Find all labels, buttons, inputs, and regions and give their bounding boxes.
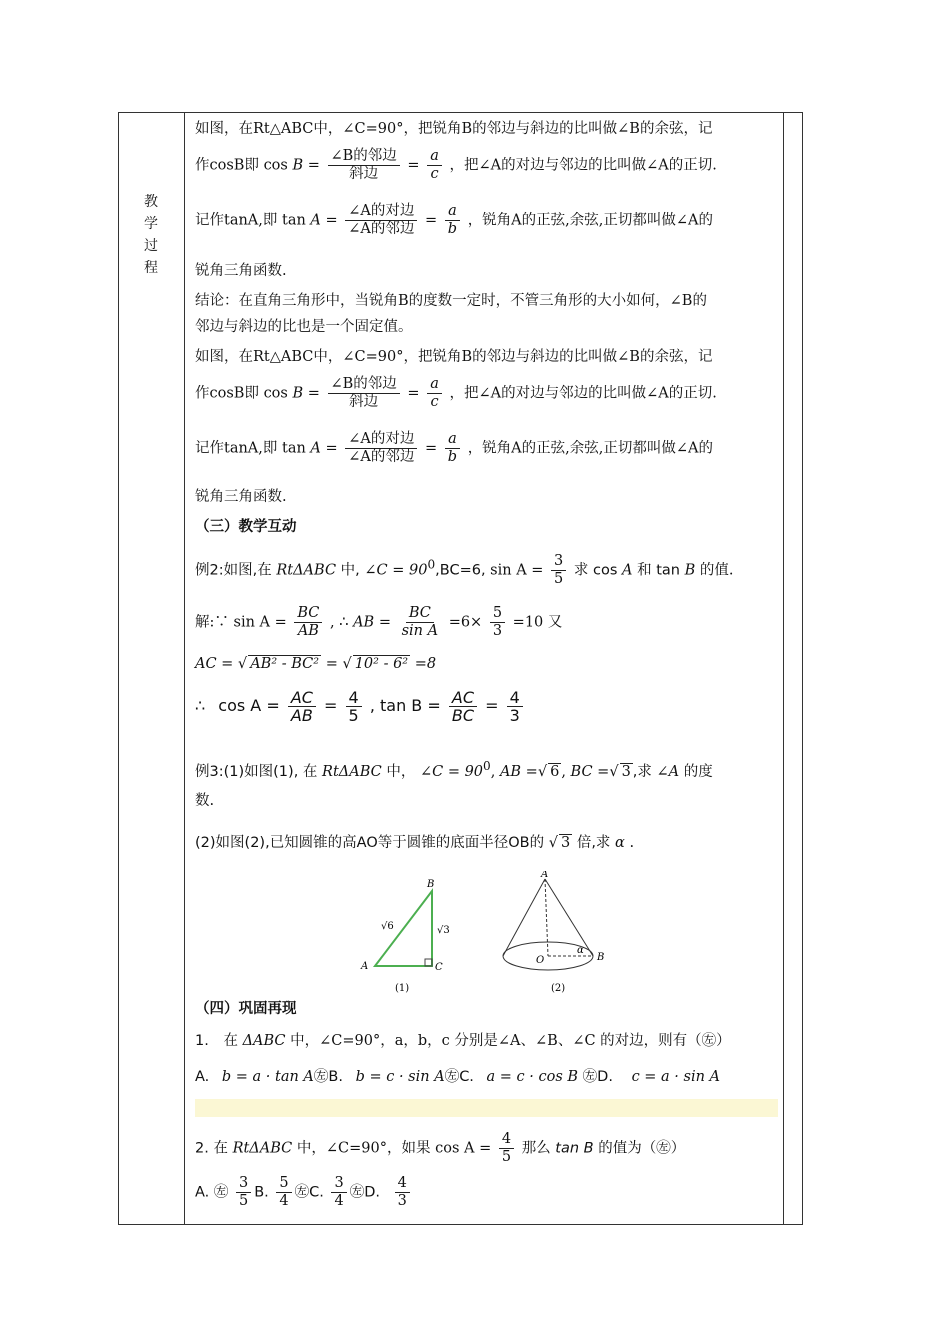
fraction-num: 5 [276,1175,291,1193]
conclusion-line-2: 邻边与斜边的比也是一个固定值。 [195,319,413,335]
definition-line-1: 如图，在Rt△ABC中，∠C=90°，把锐角B的邻边与斜边的比叫做∠B的余弦，记 [195,121,713,137]
math-tan: tan [282,212,306,229]
fraction [449,689,477,724]
math-var: B [292,385,304,402]
fraction [399,605,442,640]
option-b: b = c · sin A [355,1069,445,1085]
text: 例2:如图,在 [195,562,272,579]
fraction [445,431,460,466]
text: ，锐角A的正弦,余弦,正切都叫做∠A的 [467,212,713,229]
text: , ∴ [330,614,349,631]
math-alpha: α [615,835,625,851]
math-var: B [292,157,304,174]
cone-label-a: A [541,871,549,880]
fraction-num: 4 [395,1175,410,1193]
option-label: A. [195,1069,210,1085]
cone-right-edge [545,879,593,956]
fraction-den: 5 [348,706,359,725]
math-triangle: RtΔABC [322,763,382,780]
text: . [629,835,635,851]
math-sqrt: 3 [621,763,631,780]
fraction-num: a [445,203,460,221]
math-ac: AC = [195,656,234,672]
math-degree: 0 [483,759,491,773]
math-bc: BC = [570,763,610,780]
fraction-den: c [430,166,439,182]
right-angle-mark [425,959,432,966]
question-number: 1. [195,1033,209,1049]
vertex-label-c: C [435,962,443,973]
math-triangle: RtΔABC [276,562,337,579]
math-var: A [310,212,321,229]
figure-2-caption: (2) [551,983,566,994]
question-2 [195,1131,685,1166]
fraction [346,689,362,724]
math-result: =8 [414,656,437,672]
fraction [445,203,460,238]
text: 作cosB即 [195,385,259,402]
section-heading-3: （三）教学互动 [195,518,297,535]
fraction-den: 3 [492,623,503,639]
definition-line-4: 锐角三角函数. [195,263,287,279]
fraction-num: AC [288,689,316,707]
fraction-den: 5 [501,1149,512,1165]
therefore-symbol: ∴ [195,696,206,715]
math-angle: ∠A [656,763,680,780]
cone-label-alpha: α [577,945,584,956]
example-2-solution-line-1 [195,605,562,640]
fraction-num: 5 [490,605,505,623]
question-1-options [195,1065,720,1086]
text: 的度 [683,763,713,780]
math-eq: = [425,440,438,457]
figure-1-caption: (1) [395,983,410,994]
text: 解:∵ [195,614,229,631]
fraction-den: AB [297,623,319,639]
option-c-fraction [331,1175,346,1210]
fraction-num: 4 [499,1131,514,1149]
fraction [345,431,417,466]
math-sqrt: 6 [550,763,560,780]
fraction-den: b [447,221,458,237]
text: ，把∠A的对边与邻边的比叫做∠A的正切. [449,385,717,402]
fraction-den: 4 [279,1193,289,1209]
option-mark: ㊧ [444,1069,460,1085]
option-label: B. [254,1184,269,1201]
math-eq: = [324,696,338,715]
fraction-num: 3 [331,1175,346,1193]
math-degree: 0 [427,557,436,572]
vertex-label-b: B [427,879,435,890]
text: 记作tanA,即 [195,440,278,457]
math-eq: = [425,212,438,229]
fraction-num: 4 [507,689,523,707]
option-mark: ㊧ [213,1184,229,1201]
text: 那么 [521,1140,551,1157]
text: 在 [223,1033,238,1049]
fraction [507,689,523,724]
text: 例3:(1)如图(1), 在 [195,763,318,780]
math-tan: tan B [555,1140,594,1157]
text: ，锐角A的正弦,余弦,正切都叫做∠A的 [467,440,713,457]
text: =10 又 [512,614,563,631]
side-label-char: 教 [144,194,158,210]
math-cos: cos [263,157,288,174]
fraction-num: BC [294,605,322,623]
fraction-num: AC [449,689,477,707]
cone-label-o: O [536,955,545,966]
text: 的值为（㊧） [598,1140,686,1157]
fraction-num: ∠A的对边 [345,431,417,449]
question-1 [195,1029,731,1050]
option-a-fraction [236,1175,251,1210]
math-tan: , tan B = [369,696,441,715]
option-d: c = a · sin A [631,1069,721,1085]
fraction [499,1131,514,1166]
text: 中， [386,763,416,780]
math-eq: = [307,157,320,174]
example-2-question [195,553,733,588]
vertex-label-a: A [361,961,369,972]
fraction-den: 5 [554,571,564,587]
math-triangle: RtΔABC [232,1140,293,1157]
section-heading-4: （四）巩固再现 [195,1000,297,1017]
math-var: A [310,440,321,457]
example-3-line-1: 例3:(1)如图(1), 在 RtΔABC 中， ∠C = $90^0$, AB =√ 6 , BC =√ 3 ,求 ∠A 的度 [195,759,713,780]
fraction-den: c [430,394,439,410]
math-angle: ∠C = 90 [364,562,428,579]
text: 求 cos [573,562,618,579]
fraction-num: BC [406,605,434,623]
math-eq: = [325,440,338,457]
question-2-options [195,1175,413,1210]
definition-line-4-repeat: 锐角三角函数. [195,489,287,505]
definition-line-3-repeat [195,431,713,466]
option-c: a = c · cos B [486,1069,579,1085]
cone-label-b: B [597,952,605,963]
example-3-part-2: (2)如图(2),已知圆锥的高AO等于圆锥的底面半径OB的 √ 3 倍,求 α . [195,835,635,851]
option-a: b = a · tan A [221,1069,314,1085]
math-eq: = [325,212,338,229]
fraction-num: a [427,376,442,394]
option-b-fraction [276,1175,291,1210]
fraction-den: 斜边 [349,166,379,182]
math-ab: AB = [353,614,391,631]
content-table [118,112,803,1225]
definition-line-1-repeat: 如图，在Rt△ABC中，∠C=90°，把锐角B的邻边与斜边的比叫做∠B的余弦，记 [195,349,713,365]
fraction-den: BC [451,706,475,725]
figure-triangle-and-cone [355,871,635,999]
fraction-den: ∠A的邻边 [348,449,415,465]
section-label-teaching-process [141,191,161,279]
highlight-band [195,1099,778,1117]
math-triangle: ΔABC [242,1033,286,1049]
math-eq: = [407,157,420,174]
example-2-solution-line-2: AC = √ AB² - BC² = √ 10² - 6² =8 [195,656,437,672]
option-d-fraction [395,1175,410,1210]
conclusion-line-1: 结论：在直角三角形中，当锐角B的度数一定时，不管三角形的大小如何，∠B的 [195,293,707,309]
fraction-num: 3 [551,553,566,571]
option-label: C. [309,1184,324,1201]
option-mark: ㊧ [349,1184,365,1201]
definition-line-2 [195,148,717,183]
option-label: A. [195,1184,210,1201]
option-label: D. [597,1069,613,1085]
text: 倍,求 [576,835,611,851]
fraction-num: ∠A的对边 [345,203,417,221]
fraction-num: a [427,148,442,166]
math-sqrt: 3 [560,835,571,851]
option-mark: ㊧ [582,1069,598,1085]
text: 的值. [699,562,734,579]
text: ,求 [632,763,652,780]
column-divider-right [783,113,784,1224]
text: 和 tan [637,562,680,579]
text: (2)如图(2),已知圆锥的高AO等于圆锥的底面半径OB的 [195,835,545,851]
math-cos: cos A = [218,696,280,715]
text: 记作tanA,即 [195,212,278,229]
definition-line-2-repeat [195,376,717,411]
math-ab: AB = [499,763,538,780]
fraction [288,689,316,724]
option-mark: ㊧ [294,1184,310,1201]
math-angle: ∠C = 90 [419,763,484,780]
text: , [561,763,566,780]
fraction-den: b [447,449,458,465]
text: ，把∠A的对边与邻边的比叫做∠A的正切. [449,157,717,174]
fraction [427,376,442,411]
math-tan: tan [282,440,306,457]
math-var: A [622,562,633,579]
column-divider-left [184,113,185,1224]
option-label: D. [364,1184,380,1201]
text: 作cosB即 [195,157,259,174]
fraction-den: 4 [334,1193,344,1209]
fraction-num: ∠B的邻边 [328,376,400,394]
example-3-line-2: 数. [195,793,215,809]
fraction [551,553,566,588]
text: 中，∠C=90°，a，b，c 分别是∠A、∠B、∠C 的对边，则有（㊧） [290,1033,731,1049]
fraction [294,605,322,640]
fraction-num: a [445,431,460,449]
fraction [427,148,442,183]
example-2-solution-line-3 [195,689,526,724]
fraction [490,605,505,640]
text: ,BC=6, [435,562,486,579]
math-sin: sin A = [233,614,287,631]
fraction-num: 4 [346,689,362,707]
question-number: 2. 在 [195,1140,228,1157]
option-mark: ㊧ [313,1069,329,1085]
math-sqrt: 10² - 6² [354,656,409,672]
fraction-den: AB [290,706,313,725]
fraction [328,376,400,411]
figure-2-cone [503,871,604,994]
math-sin: sin A = [490,562,544,579]
math-eq: =6× [448,614,483,631]
math-cos: cos [263,385,288,402]
side-label-char: 程 [144,260,158,276]
math-eq: = [485,696,499,715]
math-sqrt: AB² - BC² [250,656,320,672]
side-label-bc: √3 [437,925,450,936]
text: , [490,763,496,780]
side-label-char: 学 [144,216,158,232]
option-label: B. [328,1069,343,1085]
figure-1-triangle [360,879,450,994]
side-label-ab: √6 [381,921,394,932]
fraction-den: ∠A的邻边 [348,221,415,237]
fraction [345,203,417,238]
text: 中, [340,562,360,579]
math-var: B [684,562,696,579]
text: 中，∠C=90°，如果 [296,1140,431,1157]
fraction-den: 5 [239,1193,249,1209]
fraction-den: sin A [401,623,439,639]
side-label-char: 过 [144,238,158,254]
fraction-num: ∠B的邻边 [328,148,400,166]
math-eq: = [407,385,420,402]
cone-height [545,879,548,956]
definition-line-3 [195,203,713,238]
option-label: C. [459,1069,474,1085]
fraction-den: 3 [509,706,520,725]
math-cos: cos A = [435,1140,492,1157]
fraction-den: 斜边 [349,394,379,410]
fraction-den: 3 [397,1193,407,1209]
fraction-num: 3 [236,1175,251,1193]
math-eq: = [307,385,320,402]
fraction [328,148,400,183]
math-eq: = [325,656,338,672]
